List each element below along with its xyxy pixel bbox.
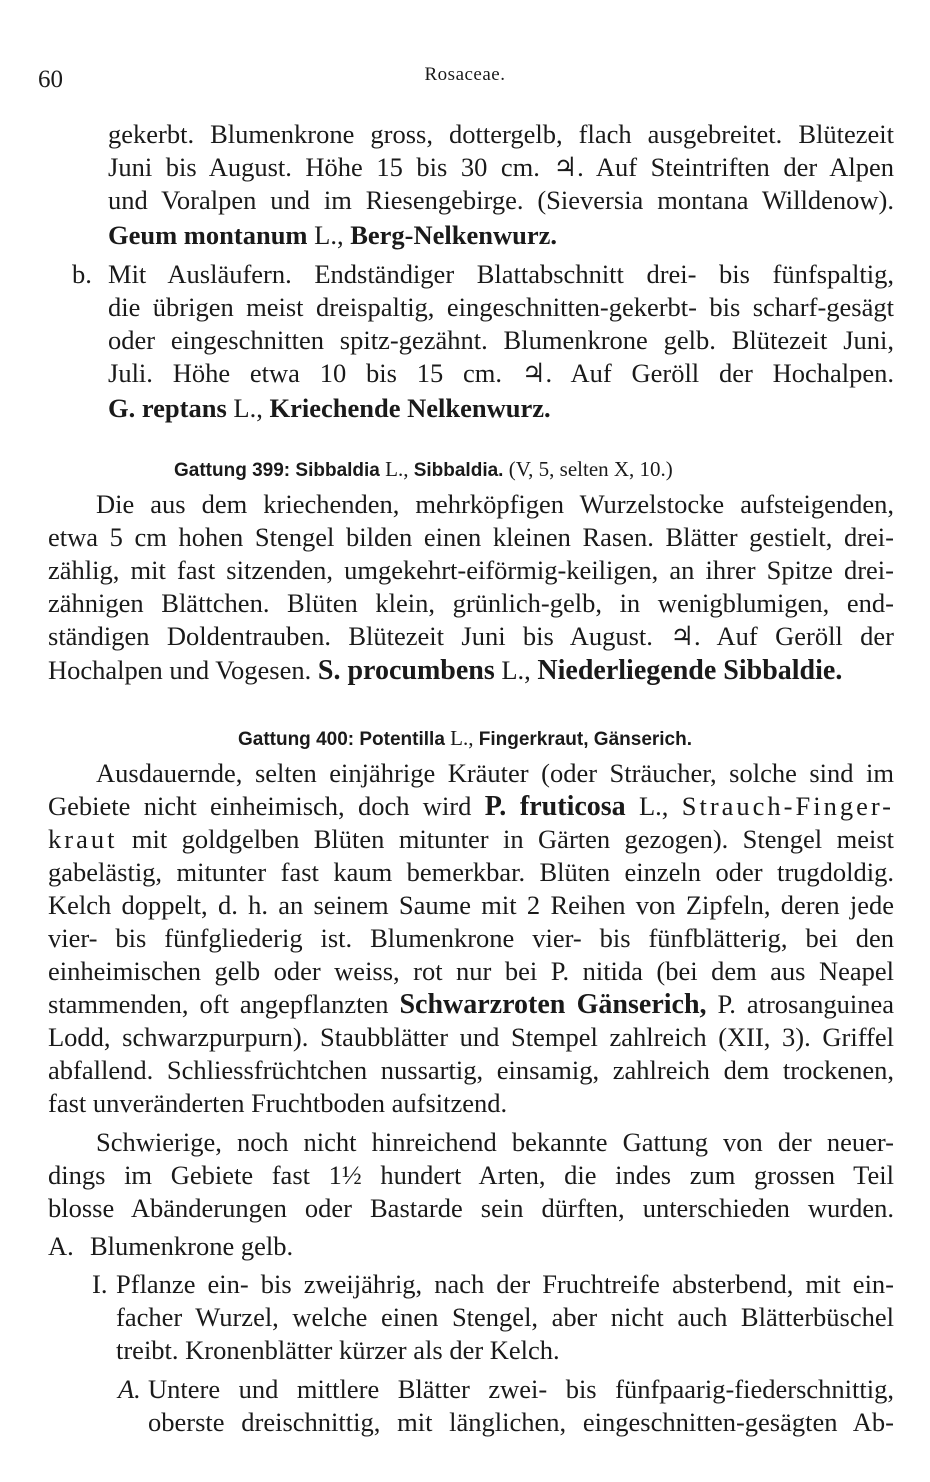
text-line: die übrigen meist dreispaltig, eingeschnitten-gekerbt- bis scharf-gesägt: [108, 292, 894, 322]
author: L.,: [379, 457, 414, 481]
text-line: [48, 988, 894, 1021]
genus-heading-title: Gattung 400: Potentilla: [237, 729, 445, 750]
text-line: etwa 5 cm hohen Stengel bilden einen kleinen Rasen. Blätter gestielt, drei-: [48, 522, 894, 552]
text-line: Lodd, schwarzpurpurn). Staubblätter und Stempel zahlreich (XII, 3). Griffel: [48, 1022, 894, 1052]
common-name: Schwarzroten Gänserich,: [399, 989, 707, 1020]
text-line: Ausdauernde, selten einjährige Kräuter (oder Sträucher, solche sind im: [96, 758, 894, 788]
text-line: Pflanze ein- bis zweijährig, nach der Fruchtreife absterbend, mit ein-: [116, 1269, 894, 1299]
species-line: [48, 654, 842, 687]
text-line: oberste dreischnittig, mit länglichen, eingeschnitten-gesägten Ab-: [148, 1407, 894, 1437]
author: L.,: [307, 220, 351, 250]
genus-heading: [174, 451, 673, 487]
text-line: abfallend. Schliessfrüchtchen nussartig, einsamig, zahlreich dem trockenen,: [48, 1055, 894, 1085]
text-run: P. atrosanguinea: [706, 989, 894, 1019]
key-label: A.: [48, 1231, 74, 1261]
text-line: blosse Abänderungen oder Bastarde sein dürften, unterschieden wurden.: [48, 1193, 894, 1223]
common-name: Kriechende Nelkenwurz.: [269, 393, 551, 423]
key-label: b.: [72, 259, 92, 289]
species-name: Geum montanum: [108, 220, 308, 250]
genus-common-name: Fingerkraut, Gänserich.: [478, 729, 693, 750]
species-name: G. reptans: [108, 393, 227, 423]
text-line: dings im Gebiete fast 1½ hundert Arten, die indes zum grossen Teil: [48, 1160, 894, 1190]
linnaean-class: (V, 5, selten X, 10.): [503, 457, 673, 481]
text-line: Kelch doppelt, d. h. an seinem Saume mit 2 Reihen von Zipfeln, deren jede: [48, 890, 894, 920]
text-line: ständigen Doldentrauben. Blütezeit Juni bis August. ♃. Auf Geröll der: [48, 621, 894, 651]
text-line: oder eingeschnitten spitz-gezähnt. Blumenkrone gelb. Blütezeit Juni,: [108, 325, 894, 355]
text-line: gabelästig, mitunter fast kaum bemerkbar. Blüten einzeln oder trugdoldig.: [48, 857, 894, 887]
text-line: zähnigen Blättchen. Blüten klein, grünlich-gelb, in wenigblumigen, end-: [48, 588, 894, 618]
author: L.,: [494, 655, 538, 685]
text-line: fast unveränderten Fruchtboden aufsitzend.: [48, 1088, 508, 1118]
page-number: 60: [38, 66, 63, 93]
genus-heading: [0, 720, 930, 756]
genus-common-name: Sibbaldia.: [413, 460, 504, 481]
text-line: Die aus dem kriechenden, mehrköpfigen Wurzelstocke aufsteigenden,: [96, 489, 894, 519]
text-line: Schwierige, noch nicht hinreichend bekannte Gattung von der neuer-: [96, 1127, 894, 1157]
author: L.,: [625, 791, 682, 821]
common-name: Berg-Nelkenwurz.: [350, 220, 558, 250]
text-line: zählig, mit fast sitzenden, umgekehrt-eiförmig-keiligen, an ihrer Spitze drei-: [48, 555, 894, 585]
text-line: Mit Ausläufern. Endständiger Blattabschnitt drei- bis fünfspaltig,: [108, 259, 894, 289]
text-line: Juni bis August. Höhe 15 bis 30 cm. ♃. Auf Steintriften der Alpen: [108, 152, 894, 182]
species-name: P. fruticosa: [484, 791, 626, 822]
text-line: gekerbt. Blumenkrone gross, dottergelb, flach ausgebreitet. Blütezeit: [108, 119, 894, 149]
text-line: [48, 790, 894, 823]
common-name: kraut: [48, 824, 118, 854]
genus-heading-title: Gattung 399: Sibbaldia: [174, 460, 380, 481]
common-name: Niederliegende Sibbaldie.: [537, 655, 843, 686]
species-line: [108, 219, 557, 251]
text-line: [48, 823, 894, 855]
text-line: einheimischen gelb oder weiss, rot nur bei P. nitida (bei dem aus Neapel: [48, 956, 894, 986]
text-run: Gebiete nicht einheimisch, doch wird: [48, 791, 485, 821]
running-title: Rosaceae.: [424, 64, 506, 85]
key-label: A.: [118, 1374, 141, 1404]
text-run: stammenden, oft angepflanzten: [48, 989, 400, 1019]
text-line: und Voralpen und im Riesengebirge. (Sieversia montana Willdenow).: [108, 185, 894, 215]
common-name: Strauch-Finger-: [681, 791, 894, 821]
text-run: Hochalpen und Vogesen.: [48, 655, 318, 685]
author: L.,: [444, 726, 479, 750]
author: L.,: [226, 393, 270, 423]
text-line: facher Wurzel, welche einen Stengel, aber nicht auch Blätterbüschel: [116, 1302, 894, 1332]
text-line: Blumenkrone gelb.: [90, 1231, 294, 1261]
species-name: S. procumbens: [317, 655, 495, 686]
text-run: mit goldgelben Blüten mitunter in Gärten gezogen). Stengel meist: [117, 824, 894, 854]
text-line: Untere und mittlere Blätter zwei- bis fünfpaarig-fiederschnittig,: [148, 1374, 894, 1404]
text-line: treibt. Kronenblätter kürzer als der Kelch.: [116, 1335, 560, 1365]
text-line: vier- bis fünfgliederig ist. Blumenkrone vier- bis fünfblätterig, bei den: [48, 923, 894, 953]
key-label: I.: [92, 1269, 108, 1299]
species-line: [108, 392, 551, 424]
text-line: Juli. Höhe etwa 10 bis 15 cm. ♃. Auf Geröll der Hochalpen.: [108, 358, 894, 388]
